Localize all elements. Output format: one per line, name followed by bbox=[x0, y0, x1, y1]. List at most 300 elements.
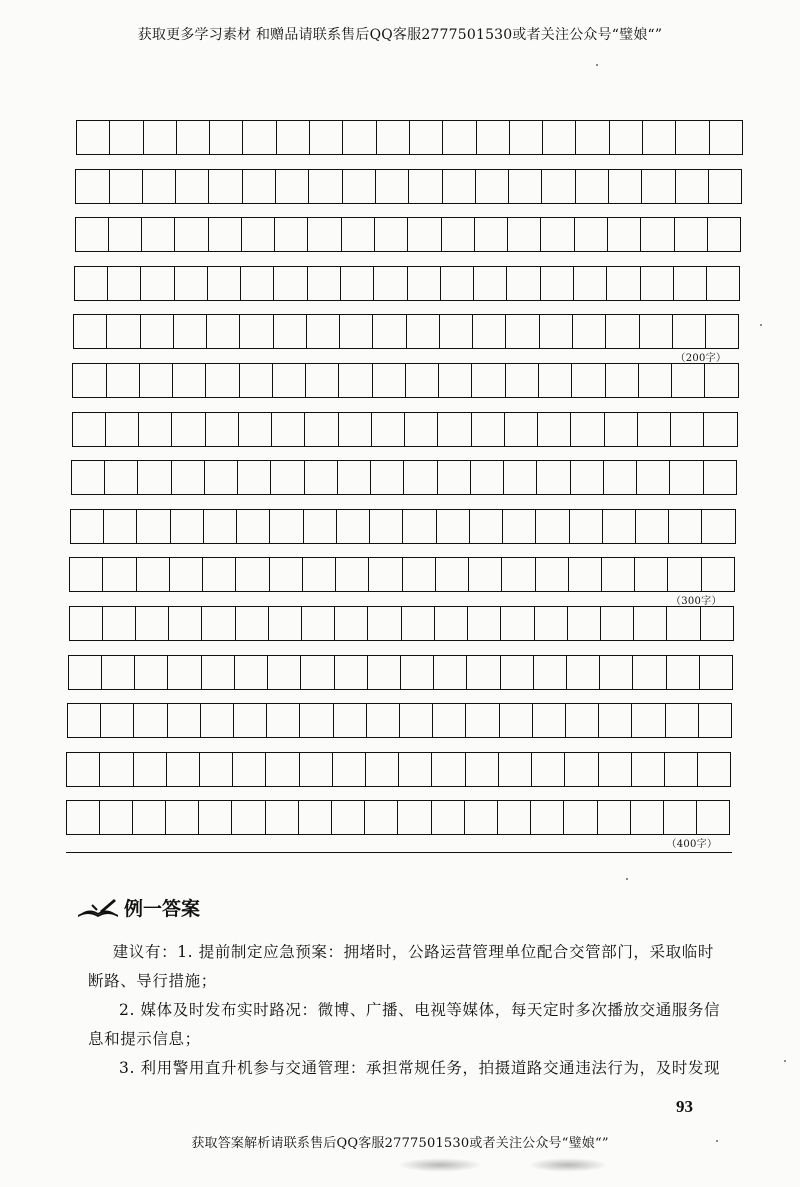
grid-cell bbox=[400, 704, 433, 737]
grid-cell bbox=[508, 218, 541, 251]
grid-cell bbox=[470, 510, 503, 543]
grid-cell bbox=[610, 121, 643, 154]
grid-cell bbox=[477, 121, 510, 154]
grid-cell bbox=[238, 461, 271, 494]
grid-cell bbox=[573, 315, 606, 348]
grid-cell bbox=[340, 315, 373, 348]
grid-cell bbox=[706, 315, 739, 348]
grid-cell bbox=[472, 364, 505, 397]
grid-cell bbox=[305, 413, 338, 446]
grid-cell bbox=[67, 801, 100, 834]
grid-cell bbox=[70, 558, 103, 591]
grid-cell bbox=[107, 364, 140, 397]
grid-cell bbox=[70, 607, 103, 640]
grid-bottom-rule bbox=[66, 852, 732, 853]
grid-cell bbox=[72, 461, 105, 494]
grid-cell bbox=[472, 413, 505, 446]
grid-cell bbox=[332, 801, 365, 834]
grid-cell bbox=[605, 413, 638, 446]
grid-cell bbox=[575, 218, 608, 251]
grid-cell bbox=[141, 267, 174, 300]
grid-cell bbox=[267, 704, 300, 737]
grid-cell bbox=[239, 413, 272, 446]
grid-cell bbox=[600, 656, 633, 689]
grid-cell bbox=[531, 801, 564, 834]
grid-cell bbox=[541, 267, 574, 300]
grid-cell bbox=[268, 656, 301, 689]
grid-cell bbox=[710, 121, 743, 154]
grid-cell bbox=[69, 656, 102, 689]
grid-cell bbox=[270, 510, 303, 543]
grid-cell bbox=[606, 364, 639, 397]
grid-cell bbox=[674, 267, 707, 300]
grid-cell bbox=[308, 218, 341, 251]
grid-cell bbox=[208, 267, 241, 300]
grid-cell bbox=[437, 510, 470, 543]
grid-cell bbox=[310, 121, 343, 154]
word-count-label: （200字） bbox=[675, 353, 727, 365]
grid-cell bbox=[210, 121, 243, 154]
grid-cell bbox=[405, 413, 438, 446]
grid-cell bbox=[337, 510, 370, 543]
header-promo-text: 获取更多学习素材 和赠品请联系售后QQ客服2777501530或者关注公众号“璧娘“” bbox=[137, 27, 663, 43]
grid-cell bbox=[243, 121, 276, 154]
grid-cell bbox=[199, 801, 232, 834]
grid-cell bbox=[672, 364, 705, 397]
grid-row bbox=[70, 509, 736, 544]
grid-cell bbox=[237, 510, 270, 543]
grid-cell bbox=[667, 607, 700, 640]
grid-cell bbox=[339, 364, 372, 397]
grid-cell bbox=[172, 413, 205, 446]
grid-cell bbox=[500, 704, 533, 737]
grid-cell bbox=[542, 170, 575, 203]
grid-cell bbox=[569, 558, 602, 591]
grid-cell bbox=[300, 704, 333, 737]
grid-cell bbox=[599, 753, 632, 786]
grid-cell bbox=[669, 510, 702, 543]
grid-cell bbox=[375, 218, 408, 251]
grid-cell bbox=[408, 218, 441, 251]
grid-cell bbox=[341, 267, 374, 300]
grid-cell bbox=[506, 364, 539, 397]
grid-cell bbox=[365, 801, 398, 834]
grid-cell bbox=[232, 801, 265, 834]
grid-cell bbox=[103, 558, 136, 591]
grid-cell bbox=[668, 558, 701, 591]
grid-cell bbox=[410, 121, 443, 154]
grid-cell bbox=[671, 413, 704, 446]
scan-speck bbox=[626, 878, 628, 880]
grid-row bbox=[76, 120, 743, 155]
grid-row bbox=[75, 169, 742, 204]
grid-cell bbox=[634, 607, 667, 640]
grid-cell bbox=[74, 315, 107, 348]
grid-cell bbox=[566, 704, 599, 737]
scan-speck bbox=[760, 324, 762, 326]
grid-cell bbox=[304, 510, 337, 543]
grid-cell bbox=[338, 461, 371, 494]
grid-cell bbox=[307, 315, 340, 348]
grid-cell bbox=[300, 753, 333, 786]
grid-cell bbox=[103, 607, 136, 640]
grid-cell bbox=[177, 121, 210, 154]
grid-cell bbox=[632, 704, 665, 737]
grid-cell bbox=[576, 170, 609, 203]
grid-cell bbox=[608, 218, 641, 251]
grid-cell bbox=[438, 461, 471, 494]
grid-cell bbox=[401, 656, 434, 689]
grid-cell bbox=[501, 656, 534, 689]
grid-cell bbox=[510, 121, 543, 154]
grid-cell bbox=[273, 364, 306, 397]
grid-cell bbox=[505, 413, 538, 446]
grid-cell bbox=[707, 267, 740, 300]
grid-cell bbox=[269, 607, 302, 640]
grid-cell bbox=[266, 801, 299, 834]
grid-cell bbox=[271, 461, 304, 494]
grid-cell bbox=[403, 558, 436, 591]
grid-cell bbox=[539, 364, 572, 397]
grid-cell bbox=[469, 558, 502, 591]
grid-cell bbox=[270, 558, 303, 591]
grid-cell bbox=[534, 656, 567, 689]
grid-cell bbox=[308, 267, 341, 300]
grid-cell bbox=[404, 461, 437, 494]
grid-cell bbox=[673, 315, 706, 348]
scan-smudge bbox=[528, 1158, 608, 1172]
grid-cell bbox=[76, 170, 109, 203]
grid-cell bbox=[275, 218, 308, 251]
grid-cell bbox=[637, 461, 670, 494]
grid-row bbox=[72, 412, 738, 447]
grid-cell bbox=[565, 753, 598, 786]
grid-cell bbox=[407, 315, 440, 348]
grid-cell bbox=[168, 656, 201, 689]
grid-cell bbox=[507, 267, 540, 300]
grid-row bbox=[69, 557, 735, 592]
grid-cell bbox=[670, 461, 703, 494]
grid-cell bbox=[498, 801, 531, 834]
grid-row bbox=[75, 217, 742, 252]
grid-cell bbox=[572, 364, 605, 397]
grid-cell bbox=[206, 364, 239, 397]
grid-cell bbox=[240, 315, 273, 348]
grid-cell bbox=[607, 267, 640, 300]
grid-cell bbox=[372, 413, 405, 446]
grid-cell bbox=[73, 413, 106, 446]
grid-cell bbox=[139, 413, 172, 446]
grid-cell bbox=[570, 510, 603, 543]
grid-cell bbox=[209, 170, 242, 203]
grid-cell bbox=[604, 461, 637, 494]
grid-cell bbox=[466, 753, 499, 786]
grid-cell bbox=[243, 170, 276, 203]
grid-cell bbox=[638, 413, 671, 446]
grid-cell bbox=[436, 558, 469, 591]
grid-row bbox=[69, 606, 735, 641]
answer-paragraph-1: 建议有：1. 提前制定应急预案：拥堵时，公路运营管理单位配合交管部门，采取临时断路、导行措施； bbox=[88, 943, 714, 990]
grid-cell bbox=[676, 121, 709, 154]
grid-cell bbox=[666, 704, 699, 737]
grid-cell bbox=[233, 753, 266, 786]
answer-paragraph-2: 2. 媒体及时发布实时路况：微博、广播、电视等媒体，每天定时多次播放交通服务信息和提示信息； bbox=[88, 1001, 721, 1048]
grid-cell bbox=[601, 607, 634, 640]
grid-cell bbox=[176, 170, 209, 203]
grid-cell bbox=[105, 461, 138, 494]
grid-cell bbox=[274, 267, 307, 300]
answer-section-title bbox=[76, 894, 200, 921]
grid-cell bbox=[68, 704, 101, 737]
grid-cell bbox=[399, 753, 432, 786]
grid-cell bbox=[200, 753, 233, 786]
grid-cell bbox=[373, 315, 406, 348]
grid-cell bbox=[443, 170, 476, 203]
grid-cell bbox=[501, 607, 534, 640]
grid-cell bbox=[309, 170, 342, 203]
grid-cell bbox=[574, 267, 607, 300]
grid-cell bbox=[466, 704, 499, 737]
grid-row bbox=[68, 655, 733, 690]
grid-cell bbox=[143, 170, 176, 203]
footer-promo-text: 获取答案解析请联系售后QQ客服2777501530或者关注公众号“璧娘“” bbox=[191, 1136, 609, 1151]
grid-cell bbox=[73, 364, 106, 397]
grid-cell bbox=[571, 461, 604, 494]
grid-cell bbox=[602, 558, 635, 591]
grid-cell bbox=[104, 510, 137, 543]
grid-cell bbox=[699, 704, 732, 737]
grid-cell bbox=[109, 218, 142, 251]
grid-cell bbox=[134, 753, 167, 786]
grid-cell bbox=[102, 656, 135, 689]
grid-cell bbox=[376, 170, 409, 203]
grid-cell bbox=[506, 315, 539, 348]
grid-cell bbox=[705, 364, 738, 397]
grid-cell bbox=[709, 170, 742, 203]
grid-cell bbox=[203, 558, 236, 591]
grid-cell bbox=[107, 315, 140, 348]
grid-cell bbox=[276, 170, 309, 203]
grid-cell bbox=[702, 558, 735, 591]
grid-cell bbox=[532, 753, 565, 786]
grid-cell bbox=[141, 315, 174, 348]
grid-cell bbox=[564, 801, 597, 834]
grid-cell bbox=[538, 413, 571, 446]
grid-cell bbox=[473, 315, 506, 348]
grid-cell bbox=[443, 121, 476, 154]
grid-row bbox=[71, 460, 737, 495]
grid-cell bbox=[700, 656, 733, 689]
grid-cell bbox=[166, 801, 199, 834]
grid-cell bbox=[435, 607, 468, 640]
grid-cell bbox=[71, 510, 104, 543]
grid-cell bbox=[676, 170, 709, 203]
grid-cell bbox=[633, 656, 666, 689]
grid-cell bbox=[471, 461, 504, 494]
grid-cell bbox=[704, 413, 737, 446]
grid-cell bbox=[241, 267, 274, 300]
grid-cell bbox=[635, 558, 668, 591]
grid-cell bbox=[533, 704, 566, 737]
page-number: 93 bbox=[676, 1097, 693, 1116]
grid-cell bbox=[543, 121, 576, 154]
grid-cell bbox=[137, 558, 170, 591]
grid-cell bbox=[398, 801, 431, 834]
grid-cell bbox=[368, 656, 401, 689]
grid-cell bbox=[302, 607, 335, 640]
grid-cell bbox=[536, 558, 569, 591]
grid-cell bbox=[140, 364, 173, 397]
grid-cell bbox=[568, 607, 601, 640]
grid-cell bbox=[475, 218, 508, 251]
grid-cell bbox=[144, 121, 177, 154]
grid-cell bbox=[277, 121, 310, 154]
grid-cell bbox=[334, 704, 367, 737]
grid-cell bbox=[339, 413, 372, 446]
grid-cell bbox=[366, 753, 399, 786]
scan-speck bbox=[716, 1140, 718, 1142]
grid-row bbox=[66, 752, 731, 787]
grid-cell bbox=[408, 267, 441, 300]
grid-cell bbox=[535, 607, 568, 640]
grid-cell bbox=[609, 170, 642, 203]
grid-cell bbox=[409, 170, 442, 203]
grid-cell bbox=[236, 607, 269, 640]
grid-cell bbox=[175, 267, 208, 300]
grid-cell bbox=[335, 607, 368, 640]
grid-cell bbox=[206, 413, 239, 446]
grid-cell bbox=[106, 413, 139, 446]
grid-cell bbox=[406, 364, 439, 397]
scan-speck bbox=[784, 1060, 786, 1062]
grid-cell bbox=[439, 364, 472, 397]
grid-cell bbox=[702, 510, 735, 543]
grid-cell bbox=[136, 607, 169, 640]
grid-cell bbox=[343, 121, 376, 154]
grid-cell bbox=[142, 218, 175, 251]
grid-row bbox=[74, 266, 741, 301]
grid-cell bbox=[438, 413, 471, 446]
grid-cell bbox=[299, 801, 332, 834]
grid-cell bbox=[201, 704, 234, 737]
composition-grid bbox=[0, 120, 800, 860]
grid-cell bbox=[207, 315, 240, 348]
grid-row bbox=[73, 314, 739, 349]
grid-cell bbox=[101, 704, 134, 737]
grid-cell bbox=[465, 801, 498, 834]
grid-cell bbox=[76, 218, 109, 251]
grid-cell bbox=[599, 704, 632, 737]
grid-cell bbox=[169, 607, 202, 640]
grid-cell bbox=[640, 315, 673, 348]
grid-cell bbox=[174, 315, 207, 348]
grid-cell bbox=[167, 753, 200, 786]
grid-cell bbox=[172, 461, 205, 494]
grid-cell bbox=[433, 704, 466, 737]
grid-cell bbox=[138, 461, 171, 494]
grid-cell bbox=[502, 558, 535, 591]
grid-cell bbox=[306, 364, 339, 397]
grid-cell bbox=[432, 801, 465, 834]
grid-cell bbox=[110, 121, 143, 154]
grid-cell bbox=[441, 267, 474, 300]
grid-cell bbox=[377, 121, 410, 154]
grid-cell bbox=[370, 510, 403, 543]
grid-cell bbox=[209, 218, 242, 251]
grid-cell bbox=[474, 267, 507, 300]
grid-cell bbox=[171, 510, 204, 543]
grid-cell bbox=[170, 558, 203, 591]
grid-cell bbox=[432, 753, 465, 786]
grid-cell bbox=[335, 656, 368, 689]
grid-cell bbox=[503, 510, 536, 543]
grid-cell bbox=[168, 704, 201, 737]
grid-cell bbox=[708, 218, 741, 251]
grid-cell bbox=[367, 704, 400, 737]
grid-cell bbox=[371, 461, 404, 494]
grid-cell bbox=[77, 121, 110, 154]
answer-body bbox=[88, 938, 728, 1083]
grid-cell bbox=[137, 510, 170, 543]
grid-cell bbox=[173, 364, 206, 397]
grid-cell bbox=[134, 704, 167, 737]
grid-cell bbox=[235, 656, 268, 689]
grid-cell bbox=[205, 461, 238, 494]
grid-cell bbox=[499, 753, 532, 786]
grid-cell bbox=[434, 656, 467, 689]
word-count-label: （400字） bbox=[666, 839, 718, 851]
grid-row bbox=[66, 800, 731, 835]
grid-cell bbox=[133, 801, 166, 834]
grid-cell bbox=[639, 364, 672, 397]
scan-speck bbox=[596, 64, 598, 66]
grid-cell bbox=[509, 170, 542, 203]
scan-smudge bbox=[398, 1158, 482, 1172]
grid-cell bbox=[541, 218, 574, 251]
grid-cell bbox=[272, 413, 305, 446]
grid-cell bbox=[342, 218, 375, 251]
grid-row bbox=[67, 703, 732, 738]
grid-cell bbox=[598, 801, 631, 834]
grid-cell bbox=[667, 656, 700, 689]
grid-cell bbox=[108, 267, 141, 300]
grid-cell bbox=[202, 656, 235, 689]
grid-cell bbox=[333, 753, 366, 786]
grid-cell bbox=[467, 656, 500, 689]
grid-cell bbox=[75, 267, 108, 300]
grid-cell bbox=[476, 170, 509, 203]
grid-row bbox=[72, 363, 738, 398]
grid-cell bbox=[442, 218, 475, 251]
grid-cell bbox=[540, 315, 573, 348]
grid-cell bbox=[110, 170, 143, 203]
grid-cell bbox=[100, 753, 133, 786]
grid-cell bbox=[402, 607, 435, 640]
grid-cell bbox=[675, 218, 708, 251]
grid-cell bbox=[135, 656, 168, 689]
grid-cell bbox=[704, 461, 737, 494]
grid-cell bbox=[641, 218, 674, 251]
grid-cell bbox=[504, 461, 537, 494]
grid-cell bbox=[175, 218, 208, 251]
grid-cell bbox=[576, 121, 609, 154]
grid-cell bbox=[373, 364, 406, 397]
grid-cell bbox=[236, 558, 269, 591]
grid-cell bbox=[368, 607, 401, 640]
grid-cell bbox=[665, 753, 698, 786]
grid-cell bbox=[440, 315, 473, 348]
grid-cell bbox=[606, 315, 639, 348]
